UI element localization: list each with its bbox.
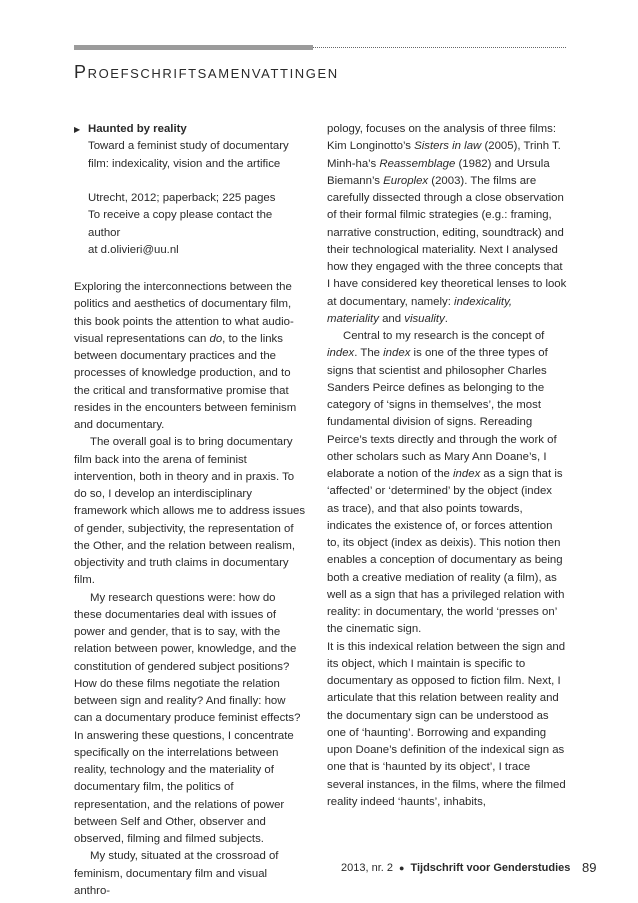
footer-journal: Tijdschrift voor Genderstudies bbox=[410, 862, 571, 874]
dissertation-entry bbox=[74, 121, 306, 259]
page-footer bbox=[341, 862, 570, 874]
triangle-bullet-icon: ▶ bbox=[74, 125, 81, 134]
column-left bbox=[74, 121, 306, 900]
header-rule-bar bbox=[74, 45, 313, 50]
entry-title: Haunted by reality bbox=[88, 123, 187, 135]
paragraph-2: The overall goal is to bring documentary film back into the arena of feminist intervention, both in theory and in praxis. To do so, I develop an interdisciplinary framework which allows me to address issues of gender, subjectivity, the representation of the Other, and the relation between realism, objectivity and truth claims in documentary film. bbox=[74, 436, 306, 587]
column-right bbox=[327, 121, 567, 811]
paragraph-4-cont: pology, focuses on the analysis of three films: Kim Longinotto’s Sisters in law (2005), Trinh T. Minh-ha’s Reassemblage (1982) and Ursula Biemann’s Europlex (2003). The films are carefully dissected through a close observation of their formal filmic strategies (e.g.: framing, narrative construction, editing, soundtrack) and their technological materiality. Next I analysed how they engaged with the three concepts that I have considered key theoretical lenses to look at documentary, namely: indexicality, materiality and visuality. bbox=[327, 123, 567, 325]
section-title: Proefschriftsamenvattingen bbox=[74, 62, 339, 82]
entry-publication: Utrecht, 2012; paperback; 225 pages bbox=[88, 192, 276, 204]
entry-subtitle-line1: Toward a feminist study of documentary bbox=[88, 140, 289, 153]
paragraph-5: Central to my research is the concept of index. The index is one of the three types of signs that scientist and philosopher Charles Sanders Peirce defines as belonging to the category of ‘signs in themselves’, the most fundamental division of signs. Rereading Peirce’s texts directly and through the work of other scholars such as Mary Ann Doane’s, I elaborate a notion of the index as a sign that is ‘affected’ or ‘determined’ by the object (index as trace), and that also points towards, indicates the existence of, or forces attention to, its object (index as deixis). This notion then enables a conception of documentary as being both a creative mediation of reality (a film), as well as a sign that has a privileged relation with reality: in documentary, the world ‘presses on’ the cinematic sign. bbox=[327, 330, 565, 636]
paragraph-6: It is this indexical relation between the sign and its object, which I maintain is specific to documentary as opposed to fiction film. Next, I articulate that this relation between reality and the documentary sign can be understood as one of ‘haunting’. Borrowing and expanding upon Doane’s definition of the indexical sign as one that is ‘haunted by its object’, I trace several instances, in the films, where the filmed reality indeed ‘haunts’, inhabits, bbox=[327, 640, 566, 808]
page-number: 89 bbox=[582, 860, 597, 875]
paragraph-3: My research questions were: how do these documentaries deal with issues of power and gender, that is to say, with the relation between power, knowledge, and the constitution of gendered subject positions? How do these films negotiate the relation between sign and reality? And finally: how can a documentary produce feminist effects? In answering these questions, I concentrate specifically on the interrelations between reality, technology and the materiality of documentary film, the politics of representation, and the relations of power between Self and Other, observer and observed, filming and filmed subjects. bbox=[74, 591, 301, 845]
paragraph-4-start: My study, situated at the crossroad of feminism, documentary film and visual anthro- bbox=[74, 850, 279, 897]
paragraph-1: Exploring the interconnections between the politics and aesthetics of documentary film, this book points the attention to what audio-visual representations can do, to the links between documentary practices and the processes of knowledge production, and to the critical and transformative promise that resides in the encounters between feminism and documentary. bbox=[74, 281, 297, 431]
footer-issue: 2013, nr. 2 bbox=[341, 862, 393, 874]
entry-subtitle-line2: film: indexicality, vision and the artifice bbox=[88, 157, 281, 170]
entry-contact-line1: To receive a copy please contact the author bbox=[88, 209, 273, 239]
entry-contact-line2: at d.olivieri@uu.nl bbox=[88, 243, 179, 256]
bullet-dot-icon: ● bbox=[399, 863, 405, 873]
header-rule-dotted bbox=[313, 47, 566, 48]
